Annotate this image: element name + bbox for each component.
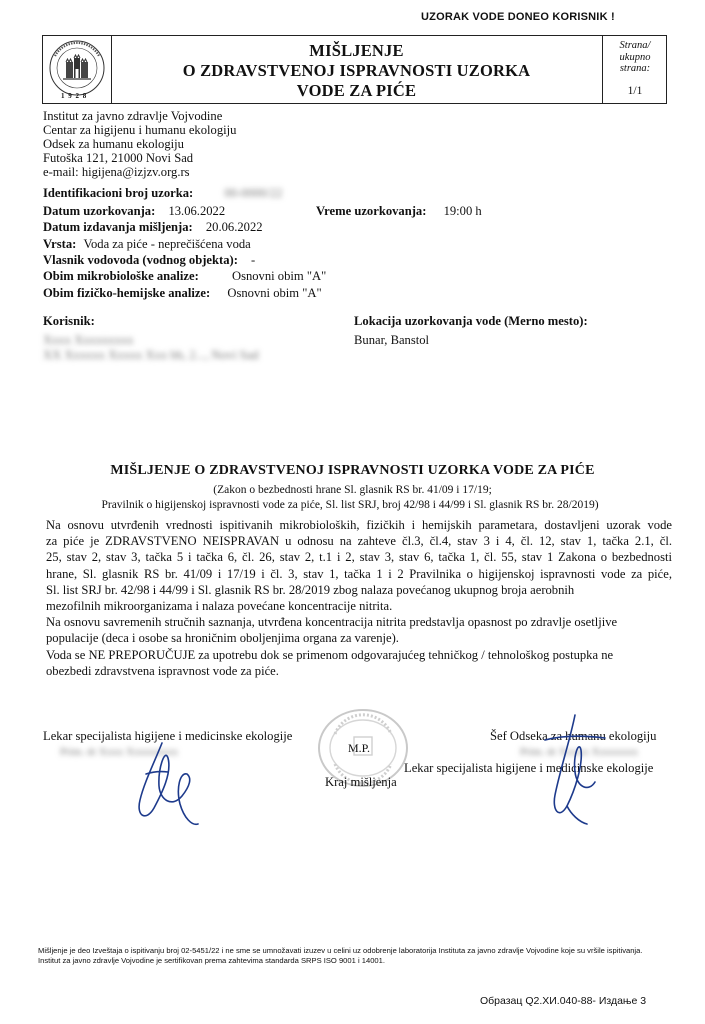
micro-scope-value: Osnovni obim "A" bbox=[231, 269, 327, 283]
location-label: Lokacija uzorkovanja vode (Merno mesto): bbox=[354, 314, 588, 328]
para1-line-1: Na osnovu utvrđenih vrednosti ispitivanih mikrobioloških, fizičkih i hemijskih parametara, dostavljeni uzorak vode bbox=[46, 518, 672, 532]
document-header-table bbox=[42, 35, 667, 104]
sample-date-label: Datum uzorkovanja: bbox=[43, 204, 156, 218]
logo-year: 1 9 2 8 bbox=[61, 92, 88, 100]
owner-row bbox=[43, 253, 255, 268]
institute-center: Centar za higijenu i humanu ekologiju bbox=[43, 123, 237, 137]
stamp-label: M.P. bbox=[348, 741, 371, 755]
para1-line-6: mezofilnih mikroorganizama i nalaza povećane koncentracije nitrita. bbox=[46, 599, 393, 614]
para3-line-2: obezbedi zdravstvena ispravnost vode za piće. bbox=[46, 663, 279, 678]
left-signature-icon bbox=[132, 738, 202, 833]
issue-date-row bbox=[43, 220, 263, 235]
end-of-opinion: Kraj mišljenja bbox=[325, 775, 397, 789]
page-label-3: strana: bbox=[619, 63, 651, 74]
document-title bbox=[111, 36, 602, 103]
sample-id-value: 00-0000/22 bbox=[224, 186, 283, 200]
title-line-2: O ZDRAVSTVENOJ ISPRAVNOSTI UZORKA bbox=[182, 61, 531, 80]
para1-line-3: 25, stav 2, stav 3, tačka 5 i tačka 6, čl. 26, stav 2, t.1 i 2, stav 3, stav 6, tačka 1, čl. 55, stav 1 Zakona o bezbednosti bbox=[46, 550, 672, 565]
issue-date-value: 20.06.2022 bbox=[205, 220, 263, 234]
para2-line-1: Na osnovu savremenih stručnih saznanja, utvrđena koncentracija nitrita predstavlja opasnost po zdravlje osetljive bbox=[46, 615, 618, 630]
sample-id-label: Identifikacioni broj uzorka: bbox=[43, 186, 194, 200]
institute-department: Odsek za humanu ekologiju bbox=[43, 137, 184, 151]
institute-street: Futoška 121, 21000 Novi Sad bbox=[43, 151, 194, 165]
micro-scope-label: Obim mikrobiološke analize: bbox=[43, 269, 199, 283]
client-address: XX Xxxxxx Xxxxx Xxx bb, 2..., Novi Sad bbox=[43, 348, 259, 362]
client-name: Xxxx Xxxxxxxxx bbox=[43, 333, 134, 347]
para3-line-1: Voda se NE PREPORUČUJE za upotrebu dok se primenom odgovarajućeg tehničkog / tehnološkog postupka ne bbox=[46, 647, 614, 662]
title-line-3: VODE ZA PIĆE bbox=[296, 81, 417, 100]
institute-name: Institut za javno zdravlje Vojvodine bbox=[43, 109, 223, 123]
left-signer-title: Lekar specijalista higijene i medicinske ekologije bbox=[43, 729, 293, 743]
sample-date-value: 13.06.2022 bbox=[168, 204, 226, 218]
sample-id-row bbox=[43, 186, 282, 201]
sample-time-value: 19:00 h bbox=[443, 204, 482, 218]
right-signature-icon bbox=[535, 710, 615, 830]
water-type-row bbox=[43, 237, 251, 252]
sample-brought-notice: UZORAK VODE DONEO KORISNIK ! bbox=[421, 11, 615, 23]
right-signer-subtitle: Lekar specijalista higijene i medicinske ekologije bbox=[404, 761, 654, 775]
footer-line-1: Mišljenje je deo Izveštaja o ispitivanju broj 02-5451/22 i ne sme se umnožavati izuzev u celini uz odobrenje laboratorija Instituta za javno zdravlje Vojvodine koje su vršile ispitivanja. bbox=[38, 946, 643, 955]
owner-label: Vlasnik vodovoda (vodnog objekta): bbox=[43, 253, 238, 267]
phys-scope-label: Obim fizičko-hemijske analize: bbox=[43, 286, 211, 300]
water-type-label: Vrsta: bbox=[43, 237, 77, 251]
sample-time-row bbox=[316, 204, 482, 219]
institute-email: e-mail: higijena@izjzv.org.rs bbox=[43, 165, 190, 179]
page-value: 1/1 bbox=[627, 84, 643, 97]
location-value: Bunar, Banstol bbox=[354, 333, 430, 347]
form-code: Образац Q2.ХИ.040-88- Издање 3 bbox=[480, 995, 647, 1007]
para1-line-4: hrane, Sl. glasnik RS br. 41/09 i 17/19 i čl. 3, stav 1, tačka 1 i 2 Pravilnika o higijenskoj ispravnosti vode za piće, bbox=[46, 566, 672, 581]
phys-scope-row bbox=[43, 286, 322, 301]
title-line-1: MIŠLJENJE bbox=[309, 41, 404, 60]
opinion-body bbox=[46, 517, 672, 679]
institute-logo bbox=[43, 36, 112, 103]
issue-date-label: Datum izdavanja mišljenja: bbox=[43, 220, 193, 234]
law-reference-2: Pravilnik o higijenskoj ispravnosti vode za piće, Sl. list SRJ, broj 42/98 i 44/99 i Sl. glasnik RS br. 28/2019) bbox=[101, 499, 599, 511]
para1-line-5: Sl. list SRJ br. 42/98 i 44/99 i Sl. glasnik RS br. 28/2019 zbog nalaza povećanog ukupnog broja aerobnih bbox=[46, 582, 575, 597]
right-signer-name: Prim. dr Xxxxx Xxxxxxxx bbox=[520, 746, 638, 758]
para2-line-2: populacije (deca i osobe sa hroničnim oboljenjima organa za varenje). bbox=[46, 631, 399, 646]
page-number-cell bbox=[602, 36, 667, 103]
institute-address bbox=[43, 109, 236, 179]
law-reference-1: (Zakon o bezbednosti hrane Sl. glasnik RS br. 41/09 i 17/19; bbox=[213, 484, 492, 496]
page-label-2: ukupno bbox=[619, 51, 651, 63]
water-type-value: Voda za piće - neprečišćena voda bbox=[83, 237, 251, 251]
client-label: Korisnik: bbox=[43, 314, 95, 328]
left-signer-name: Prim. dr Xxxx Xxxxxxxxx bbox=[60, 746, 178, 758]
footer-line-2: Institut za javno zdravlje Vojvodine je sertifikovan prema zahtevima standarda SRPS ISO 9001 i 14001. bbox=[38, 956, 385, 965]
para1-line-2: za piće je ZDRAVSTVENO NEISPRAVAN u odnosu na zahteve čl.3, čl.4, stav 3 i 4, čl. 12, stav 1, tačka 2.1, čl. bbox=[46, 534, 672, 549]
phys-scope-value: Osnovni obim "A" bbox=[227, 286, 322, 300]
owner-value: - bbox=[251, 253, 256, 267]
footer-note bbox=[38, 946, 678, 966]
right-signer-title: Šef Odseka za humanu ekologiju bbox=[490, 729, 657, 743]
sample-date-row bbox=[43, 204, 225, 219]
page-label-1: Strana/ bbox=[619, 40, 651, 51]
micro-scope-row bbox=[43, 269, 326, 284]
sample-time-label: Vreme uzorkovanja: bbox=[316, 204, 427, 218]
opinion-heading: MIŠLJENJE O ZDRAVSTVENOJ ISPRAVNOSTI UZORKA VODE ZA PIĆE bbox=[110, 463, 595, 478]
